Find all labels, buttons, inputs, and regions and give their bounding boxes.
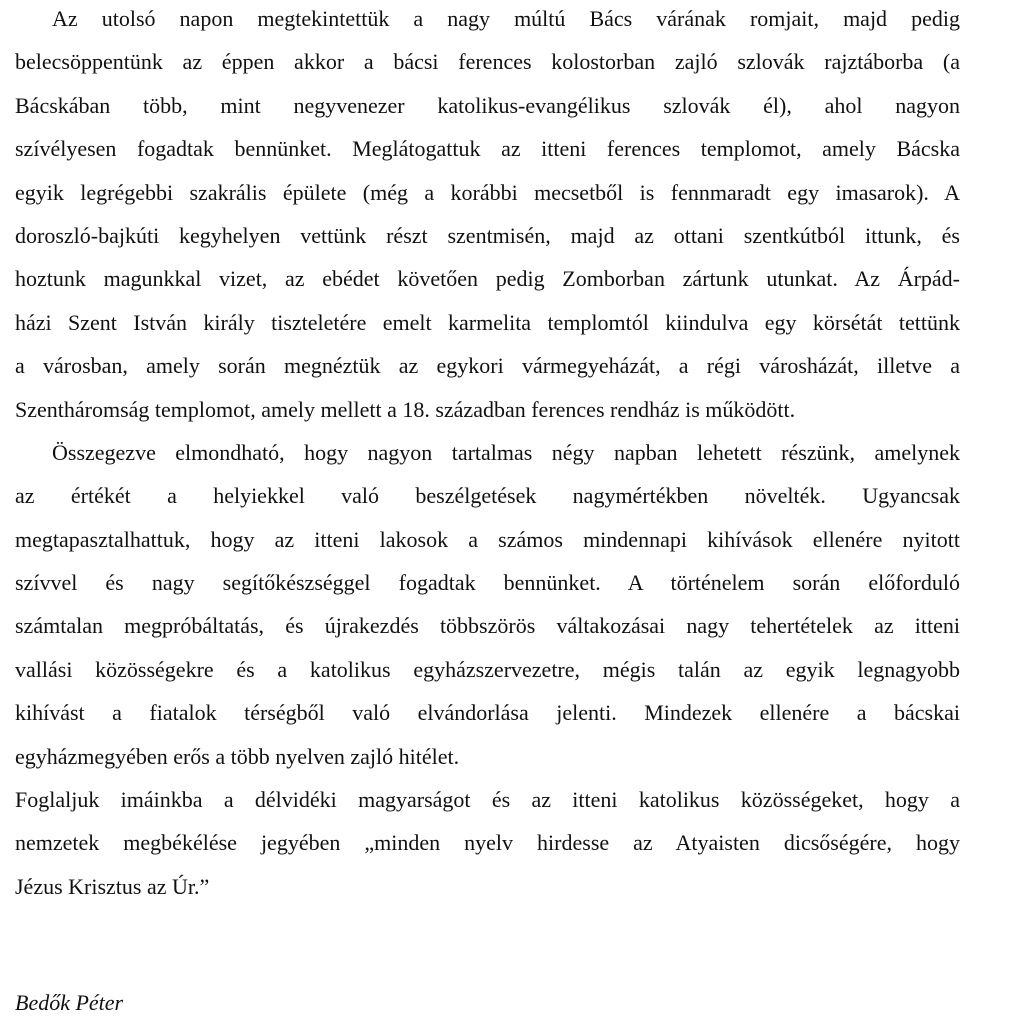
text-line: Foglaljuk imáinkba a délvidéki magyarságot és az itteni katolikus közösségeket, hogy a	[15, 787, 960, 813]
text-line: szívélyesen fogadtak bennünket. Meglátogattuk az itteni ferences templomot, amely Bácska	[15, 136, 960, 162]
text-line: hoztunk magunkkal vizet, az ebédet követően pedig Zomborban zártunk utunkat. Az Árpád-	[15, 266, 960, 292]
paragraph-2	[15, 434, 960, 781]
text-line: házi Szent István király tiszteletére emelt karmelita templomtól kiindulva egy körsétát tettünk	[15, 309, 960, 335]
text-line: szívvel és nagy segítőkészséggel fogadtak bennünket. A történelem során előforduló	[15, 570, 960, 596]
text-line: az értékét a helyiekkel való beszélgetések nagymértékben növelték. Ugyancsak	[15, 483, 960, 509]
text-line: egyházmegyében erős a több nyelven zajló hitélet.	[15, 743, 460, 769]
author-signature: Bedők Péter	[15, 990, 124, 1016]
text-line: Bácskában több, mint negyvenezer katolikus-evangélikus szlovák él), ahol nagyon	[15, 92, 960, 118]
text-line: a városban, amely során megnéztük az egykori vármegyeházát, a régi városházát, illetve a	[15, 353, 960, 379]
paragraph-3	[15, 781, 960, 911]
text-line: nemzetek megbékélése jegyében „minden nyelv hirdesse az Atyaisten dicsőségére, hogy	[15, 830, 960, 856]
document-page	[15, 0, 960, 1016]
text-line: számtalan megpróbáltatás, és újrakezdés többszörös váltakozásai nagy tehertételek az itteni	[15, 613, 960, 639]
text-line: megtapasztalhattuk, hogy az itteni lakosok a számos mindennapi kihívások ellenére nyitott	[15, 526, 960, 552]
text-line: egyik legrégebbi szakrális épülete (még a korábbi mecsetből is fennmaradt egy imasarok). A	[15, 179, 960, 205]
text-line: Szentháromság templomot, amely mellett a 18. században ferences rendház is működött.	[15, 396, 796, 422]
text-line: doroszló-bajkúti kegyhelyen vettünk részt szentmisén, majd az ottani szentkútból ittunk, és	[15, 222, 960, 248]
spacer	[15, 911, 960, 990]
paragraph-1	[15, 0, 960, 434]
text-line: belecsöppentünk az éppen akkor a bácsi ferences kolostorban zajló szlovák rajztáborba (a	[15, 49, 960, 75]
text-line: vallási közösségekre és a katolikus egyházszervezetre, mégis talán az egyik legnagyobb	[15, 656, 960, 682]
text-line: Összegezve elmondható, hogy nagyon tartalmas négy napban lehetett részünk, amelynek	[52, 439, 960, 465]
text-line: Az utolsó napon megtekintettük a nagy múltú Bács várának romjait, majd pedig	[52, 6, 960, 31]
text-line: kihívást a fiatalok térségből való elvándorlása jelenti. Mindezek ellenére a bácskai	[15, 700, 960, 726]
text-line: Jézus Krisztus az Úr.”	[15, 873, 210, 899]
